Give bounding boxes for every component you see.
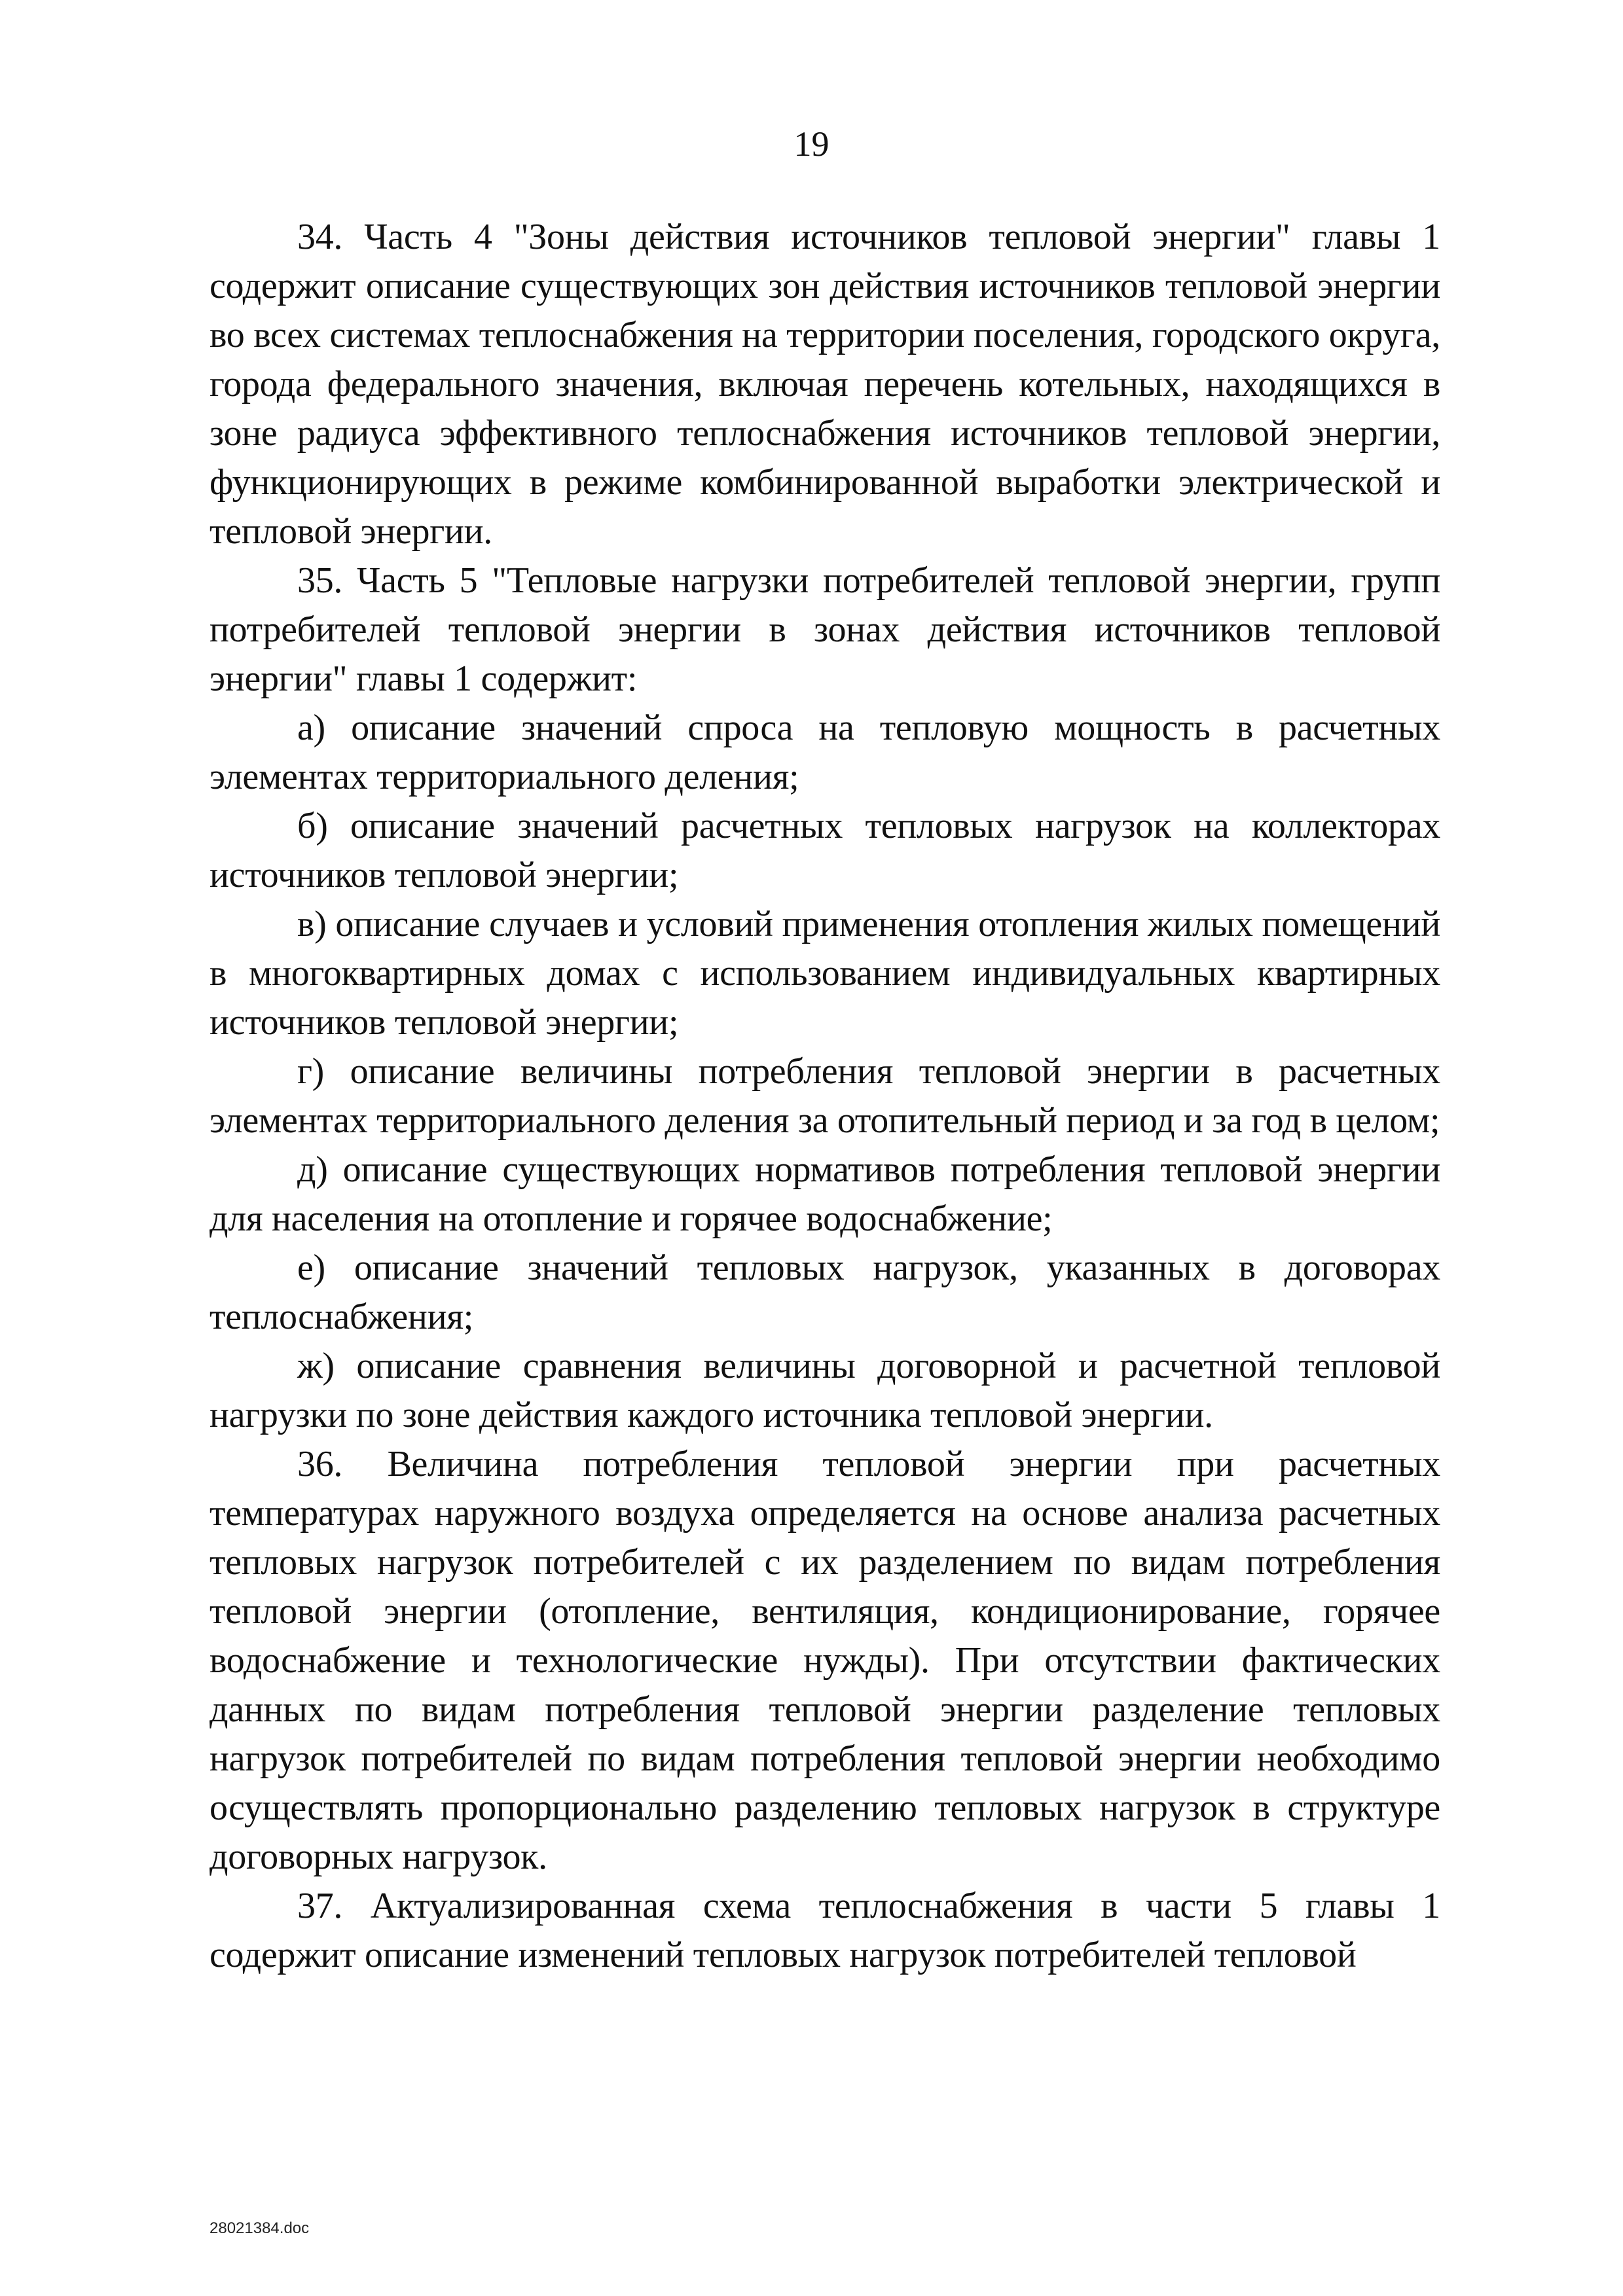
list-item-a: а) описание значений спроса на тепловую мощность в расчетных элементах территориального деления; — [210, 708, 1440, 797]
document-body — [210, 213, 1440, 1980]
list-item-v: в) описание случаев и условий применения отопления жилых помещений в многоквартирных домах с использованием индивидуальных квартирных источников тепловой энергии; — [210, 904, 1440, 1043]
paragraph-35: 35. Часть 5 "Тепловые нагрузки потребителей тепловой энергии, групп потребителей тепловой энергии в зонах действия источников тепловой энергии" главы 1 содержит: — [210, 560, 1440, 699]
paragraph-37: 37. Актуализированная схема теплоснабжения в части 5 главы 1 содержит описание изменений тепловых нагрузок потребителей тепловой — [210, 1886, 1440, 1975]
paragraph-36: 36. Величина потребления тепловой энергии при расчетных температурах наружного воздуха определяется на основе анализа расчетных тепловых нагрузок потребителей с их разделением по видам потребления тепловой энергии (отопление, вентиляция, кондиционирование, горячее водоснабжение и технологические нужды). При отсутствии фактических данных по видам потребления тепловой энергии разделение тепловых нагрузок потребителей по видам потребления тепловой энергии необходимо осуществлять пропорционально разделению тепловых нагрузок в структуре договорных нагрузок. — [210, 1444, 1440, 1877]
paragraph-34: 34. Часть 4 "Зоны действия источников тепловой энергии" главы 1 содержит описание существующих зон действия источников тепловой энергии во всех системах теплоснабжения на территории поселения, городского округа, города федерального значения, включая перечень котельных, находящихся в зоне радиуса эффективного теплоснабжения источников тепловой энергии, функционирующих в режиме комбинированной выработки электрической и тепловой энергии. — [210, 217, 1440, 552]
list-item-b: б) описание значений расчетных тепловых нагрузок на коллекторах источников тепловой энергии; — [210, 806, 1440, 895]
list-item-d: д) описание существующих нормативов потребления тепловой энергии для населения на отопление и горячее водоснабжение; — [210, 1149, 1440, 1239]
page-number: 19 — [793, 124, 830, 164]
list-item-e: е) описание значений тепловых нагрузок, указанных в договорах теплоснабжения; — [210, 1247, 1440, 1337]
document-code: 28021384.doc — [210, 2219, 310, 2237]
list-item-g: г) описание величины потребления тепловой энергии в расчетных элементах территориального деления за отопительный период и за год в целом; — [210, 1051, 1440, 1141]
list-item-zh: ж) описание сравнения величины договорной и расчетной тепловой нагрузки по зоне действия каждого источника тепловой энергии. — [210, 1346, 1440, 1435]
